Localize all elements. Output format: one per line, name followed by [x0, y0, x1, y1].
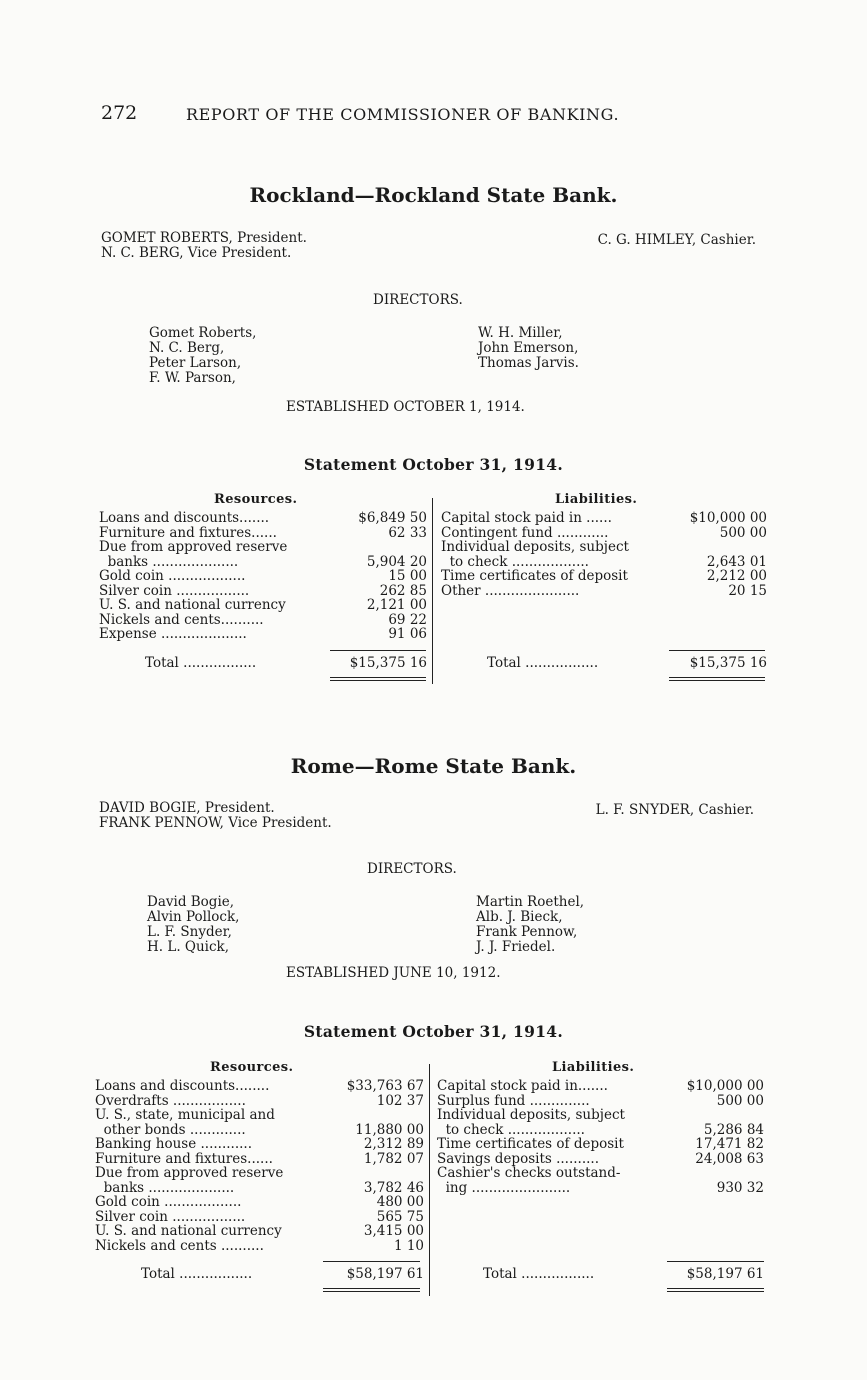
resource-row: Nickels and cents.......... 69 22: [99, 611, 427, 628]
resource-row: U. S., state, municipal and: [95, 1107, 275, 1123]
liability-row: to check .................. 2,643 01: [441, 553, 767, 570]
resources-heading: Resources.: [214, 492, 298, 507]
resource-row: Gold coin .................. 15 00: [99, 568, 427, 584]
director-name: Alvin Pollock,: [147, 909, 240, 925]
liabilities-list: [437, 1079, 764, 1195]
double-rule: [323, 1288, 420, 1289]
resource-row: Expense .................... 91 06: [99, 626, 427, 642]
double-rule: [330, 680, 426, 681]
director-name: L. F. Snyder,: [147, 924, 232, 940]
directors-right: [478, 326, 579, 371]
resources-total: $58,197 61: [346, 1266, 424, 1282]
double-rule: [667, 1288, 764, 1289]
officer-vice-president: N. C. BERG, Vice President.: [101, 245, 292, 261]
director-name: H. L. Quick,: [147, 939, 230, 955]
resources-heading: Resources.: [210, 1060, 294, 1075]
bank-title: Rockland—Rockland State Bank.: [249, 183, 618, 207]
liability-row: Cashier's checks outstand-: [437, 1165, 621, 1181]
liabilities-total: $58,197 61: [686, 1266, 764, 1282]
directors-left: [149, 326, 256, 386]
resource-row: Silver coin ................. 565 75: [95, 1208, 424, 1225]
resource-row: other bonds ............. 11,880 00: [95, 1121, 424, 1138]
resource-row: U. S. and national currency 2,121 00: [99, 597, 427, 613]
double-rule: [669, 680, 765, 681]
resource-row: Silver coin ................. 262 85: [99, 582, 427, 599]
liability-row: Time certificates of deposit 17,471 82: [437, 1136, 764, 1152]
total-label: Total .................: [487, 655, 599, 671]
running-head: REPORT OF THE COMMISSIONER OF BANKING.: [186, 105, 620, 124]
resource-row: Overdrafts ................. 102 37: [95, 1092, 424, 1109]
rule: [330, 650, 426, 651]
resources-list: [95, 1079, 424, 1253]
liability-row: Other ...................... 20 15: [441, 582, 767, 599]
resource-row: Loans and discounts........ $33,763 67: [95, 1078, 424, 1094]
director-name: Peter Larson,: [149, 355, 242, 371]
liability-row: Capital stock paid in....... $10,000 00: [437, 1078, 764, 1094]
liability-row: Capital stock paid in ...... $10,000 00: [441, 510, 767, 526]
director-name: Martin Roethel,: [476, 894, 585, 910]
director-name: Thomas Jarvis.: [478, 355, 579, 371]
liability-row: Time certificates of deposit 2,212 00: [441, 568, 767, 584]
page-number: 272: [101, 102, 138, 124]
rule: [669, 650, 765, 651]
director-name: W. H. Miller,: [478, 325, 563, 341]
rule: [323, 1261, 420, 1262]
officer-president: DAVID BOGIE, President.: [99, 800, 275, 816]
resource-row: Due from approved reserve: [99, 539, 288, 555]
total-label: Total .................: [141, 1266, 253, 1282]
director-name: N. C. Berg,: [149, 340, 225, 356]
bank-title: Rome—Rome State Bank.: [290, 754, 577, 778]
resource-row: Banking house ............ 2,312 89: [95, 1136, 424, 1152]
resources-total: $15,375 16: [349, 655, 427, 671]
resource-row: Furniture and fixtures...... 62 33: [99, 524, 427, 541]
liabilities-total: $15,375 16: [689, 655, 767, 671]
double-rule: [330, 677, 426, 678]
double-rule: [667, 1291, 764, 1292]
liabilities-total-row: [487, 656, 767, 671]
director-name: David Bogie,: [147, 894, 235, 910]
column-divider: [429, 1064, 430, 1296]
director-name: John Emerson,: [478, 340, 579, 356]
statement-title: Statement October 31, 1914.: [303, 455, 564, 474]
resource-row: Gold coin .................. 480 00: [95, 1194, 424, 1210]
liabilities-total-row: [483, 1267, 764, 1282]
resources-list: [99, 511, 427, 642]
director-name: J. J. Friedel.: [476, 939, 556, 955]
director-name: F. W. Parson,: [149, 370, 236, 386]
officer-cashier: C. G. HIMLEY, Cashier.: [597, 232, 756, 248]
column-divider: [432, 498, 433, 684]
liability-row: Individual deposits, subject: [437, 1107, 625, 1123]
resource-row: banks .................... 3,782 46: [95, 1179, 424, 1196]
liability-row: ing ....................... 930 32: [437, 1179, 764, 1196]
total-label: Total .................: [145, 655, 257, 671]
director-name: Frank Pennow,: [476, 924, 578, 940]
resources-total-row: [145, 656, 427, 671]
rule: [667, 1261, 764, 1262]
liabilities-heading: Liabilities.: [552, 1060, 635, 1075]
officer-vice-president: FRANK PENNOW, Vice President.: [99, 815, 332, 831]
double-rule: [669, 677, 765, 678]
statement-title: Statement October 31, 1914.: [303, 1022, 564, 1041]
resource-row: U. S. and national currency 3,415 00: [95, 1223, 424, 1239]
directors-right: [476, 895, 584, 955]
resource-row: banks .................... 5,904 20: [99, 553, 427, 570]
resource-row: Furniture and fixtures...... 1,782 07: [95, 1150, 424, 1167]
officer-president: GOMET ROBERTS, President.: [101, 230, 307, 246]
director-name: Alb. J. Bieck,: [476, 909, 563, 925]
resource-row: Loans and discounts....... $6,849 50: [99, 510, 427, 526]
directors-left: [147, 895, 239, 955]
resource-row: Nickels and cents .......... 1 10: [95, 1237, 424, 1254]
liability-row: Individual deposits, subject: [441, 539, 629, 555]
double-rule: [323, 1291, 420, 1292]
liability-row: Surplus fund .............. 500 00: [437, 1092, 764, 1109]
resources-total-row: [141, 1267, 424, 1282]
liabilities-list: [441, 511, 767, 598]
officers-left: [101, 231, 307, 261]
established-date: ESTABLISHED JUNE 10, 1912.: [286, 965, 501, 981]
established-date: ESTABLISHED OCTOBER 1, 1914.: [286, 399, 525, 415]
officers-left: [99, 801, 332, 831]
liability-row: to check .................. 5,286 84: [437, 1121, 764, 1138]
total-label: Total .................: [483, 1266, 595, 1282]
liability-row: Savings deposits .......... 24,008 63: [437, 1150, 764, 1167]
liability-row: Contingent fund ............ 500 00: [441, 524, 767, 541]
resource-row: Due from approved reserve: [95, 1165, 284, 1181]
liabilities-heading: Liabilities.: [555, 492, 638, 507]
director-name: Gomet Roberts,: [149, 325, 257, 341]
officer-cashier: L. F. SNYDER, Cashier.: [595, 802, 754, 818]
directors-heading: DIRECTORS.: [367, 861, 457, 877]
directors-heading: DIRECTORS.: [373, 292, 463, 308]
